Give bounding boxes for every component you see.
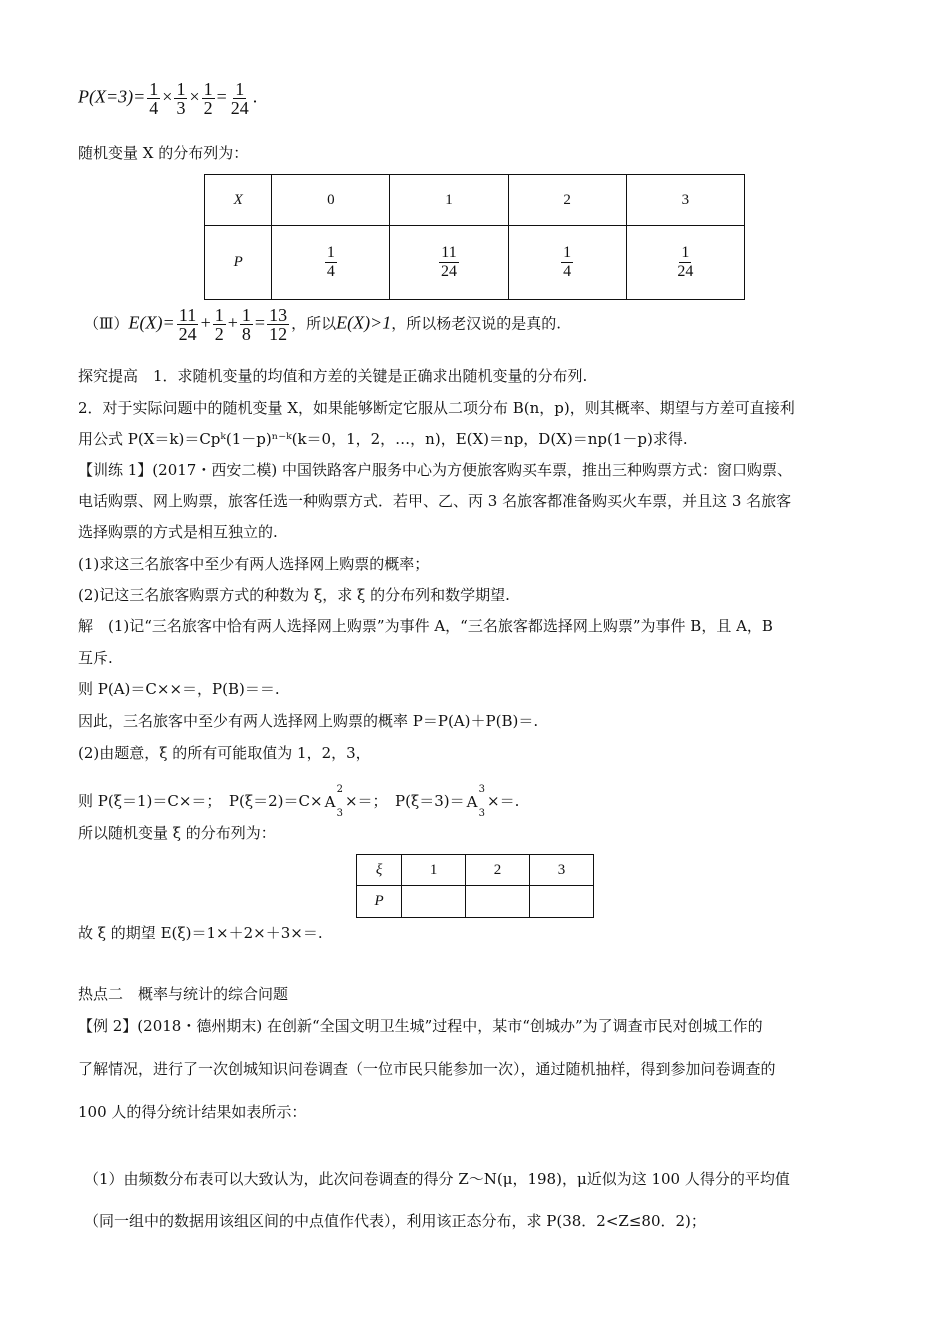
distribution-table-xi	[356, 854, 594, 918]
table-cell: $\frac{11}{24}$	[390, 226, 508, 300]
paragraph: 选择购票的方式是相互独立的.	[78, 523, 278, 541]
fraction: $\frac{1}{4}$	[149, 79, 159, 118]
paragraph: (2)记这三名旅客购票方式的种数为 ξ，求 ξ 的分布列和数学期望.	[78, 586, 510, 604]
paragraph: 则 P(ξ＝1)＝C×＝； P(ξ＝2)＝C× 2 A 3 ×＝； P(ξ＝3)＝ 3 A 3 ×＝.	[78, 784, 520, 819]
fraction: $\frac{1}{24}$	[230, 79, 249, 118]
table-row-label: P	[357, 886, 402, 918]
distribution-table-x	[204, 174, 745, 300]
fraction: $\frac{1}{3}$	[176, 79, 186, 118]
paragraph: 用公式 P(X＝k)＝Cpᵏ(1－p)ⁿ⁻ᵏ(k＝0，1，2，…，n)，E(X)＝np，D(X)＝np(1－p)求得.	[78, 430, 688, 448]
table-header-cell: 3	[530, 855, 594, 886]
arrangement-symbol: 3 A 3	[466, 784, 485, 819]
section-heading: 热点二 概率与统计的综合问题	[78, 985, 289, 1003]
paragraph: 因此，三名旅客中至少有两人选择网上购票的概率 P＝P(A)＋P(B)＝.	[78, 712, 539, 730]
table-cell: $\frac{1}{4}$	[272, 226, 390, 300]
distribution-intro: 随机变量 X 的分布列为：	[78, 144, 249, 162]
paragraph: 探究提高 1．求随机变量的均值和方差的关键是正确求出随机变量的分布列.	[78, 367, 588, 385]
table-header-cell: 2	[508, 175, 626, 226]
fraction: $\frac{1}{8}$	[241, 305, 251, 344]
table-header-cell: 3	[626, 175, 744, 226]
paragraph: 【例 2】(2018・德州期末) 在创新“全国文明卫生城”过程中，某市“创城办”为了调查市民对创城工作的	[78, 1017, 763, 1035]
paragraph: (2)由题意，ξ 的所有可能取值为 1，2，3，	[78, 744, 371, 762]
fraction: $\frac{1}{2}$	[203, 79, 213, 118]
table-cell: $\frac{1}{4}$	[508, 226, 626, 300]
paragraph: 所以随机变量 ξ 的分布列为：	[78, 824, 276, 842]
table-header-cell: 2	[466, 855, 530, 886]
table-cell: $\frac{1}{24}$	[626, 226, 744, 300]
table-cell	[466, 886, 530, 918]
arrangement-symbol: 2 A 3	[324, 784, 343, 819]
paragraph: 【训练 1】(2017・西安二模) 中国铁路客户服务中心为方便旅客购买车票，推出三种购票方式：窗口购票、	[78, 461, 792, 479]
paragraph: (1)求这三名旅客中至少有两人选择网上购票的概率；	[78, 555, 430, 573]
paragraph: 解 (1)记“三名旅客中恰有两人选择网上购票”为事件 A，“三名旅客都选择网上购票”为事件 B，且 A，B	[78, 617, 773, 635]
paragraph: 2．对于实际问题中的随机变量 X，如果能够断定它服从二项分布 B(n，p)，则其概率、期望与方差可直接利	[78, 399, 795, 417]
table-header-cell: X	[205, 175, 272, 226]
fraction: $\frac{11}{24}$	[178, 305, 197, 344]
part-three-equation: （Ⅲ）E(X)= $\frac{11}{24}$ + $\frac{1}{2}$ + $\frac{1}{8}$ = $\frac{13}{12}$ ，所以E(X)>1，所以杨老汉说的是真的.	[84, 305, 561, 344]
fraction: $\frac{1}{2}$	[214, 305, 224, 344]
fraction: $\frac{13}{12}$	[269, 305, 288, 344]
paragraph: （同一组中的数据用该组区间的中点值作代表），利用该正态分布，求 P(38．2<Z≤80．2)；	[84, 1212, 706, 1230]
paragraph: （1）由频数分布表可以大致认为，此次问卷调查的得分 Z～N(μ，198)，μ近似为这 100 人得分的平均值	[84, 1170, 790, 1188]
table-header-cell: ξ	[357, 855, 402, 886]
table-cell	[402, 886, 466, 918]
paragraph: 互斥.	[78, 649, 113, 667]
paragraph: 了解情况，进行了一次创城知识问卷调查（一位市民只能参加一次），通过随机抽样，得到参加问卷调查的	[78, 1060, 776, 1078]
table-header-cell: 0	[272, 175, 390, 226]
paragraph: 100 人的得分统计结果如表所示：	[78, 1103, 307, 1121]
equation-p-x-3: P(X=3)= $\frac{1}{4}$ × $\frac{1}{3}$ × $\frac{1}{2}$ = $\frac{1}{24}$ .	[78, 79, 258, 118]
paragraph: 则 P(A)＝C××＝，P(B)＝＝.	[78, 680, 280, 698]
paragraph: 电话购票、网上购票，旅客任选一种购票方式．若甲、乙、丙 3 名旅客都准备购买火车票，并且这 3 名旅客	[78, 492, 792, 510]
table-header-cell: 1	[402, 855, 466, 886]
paragraph: 故 ξ 的期望 E(ξ)＝1×＋2×＋3×＝.	[78, 924, 323, 942]
table-cell	[530, 886, 594, 918]
table-header-cell: 1	[390, 175, 508, 226]
table-row-label: P	[205, 226, 272, 300]
